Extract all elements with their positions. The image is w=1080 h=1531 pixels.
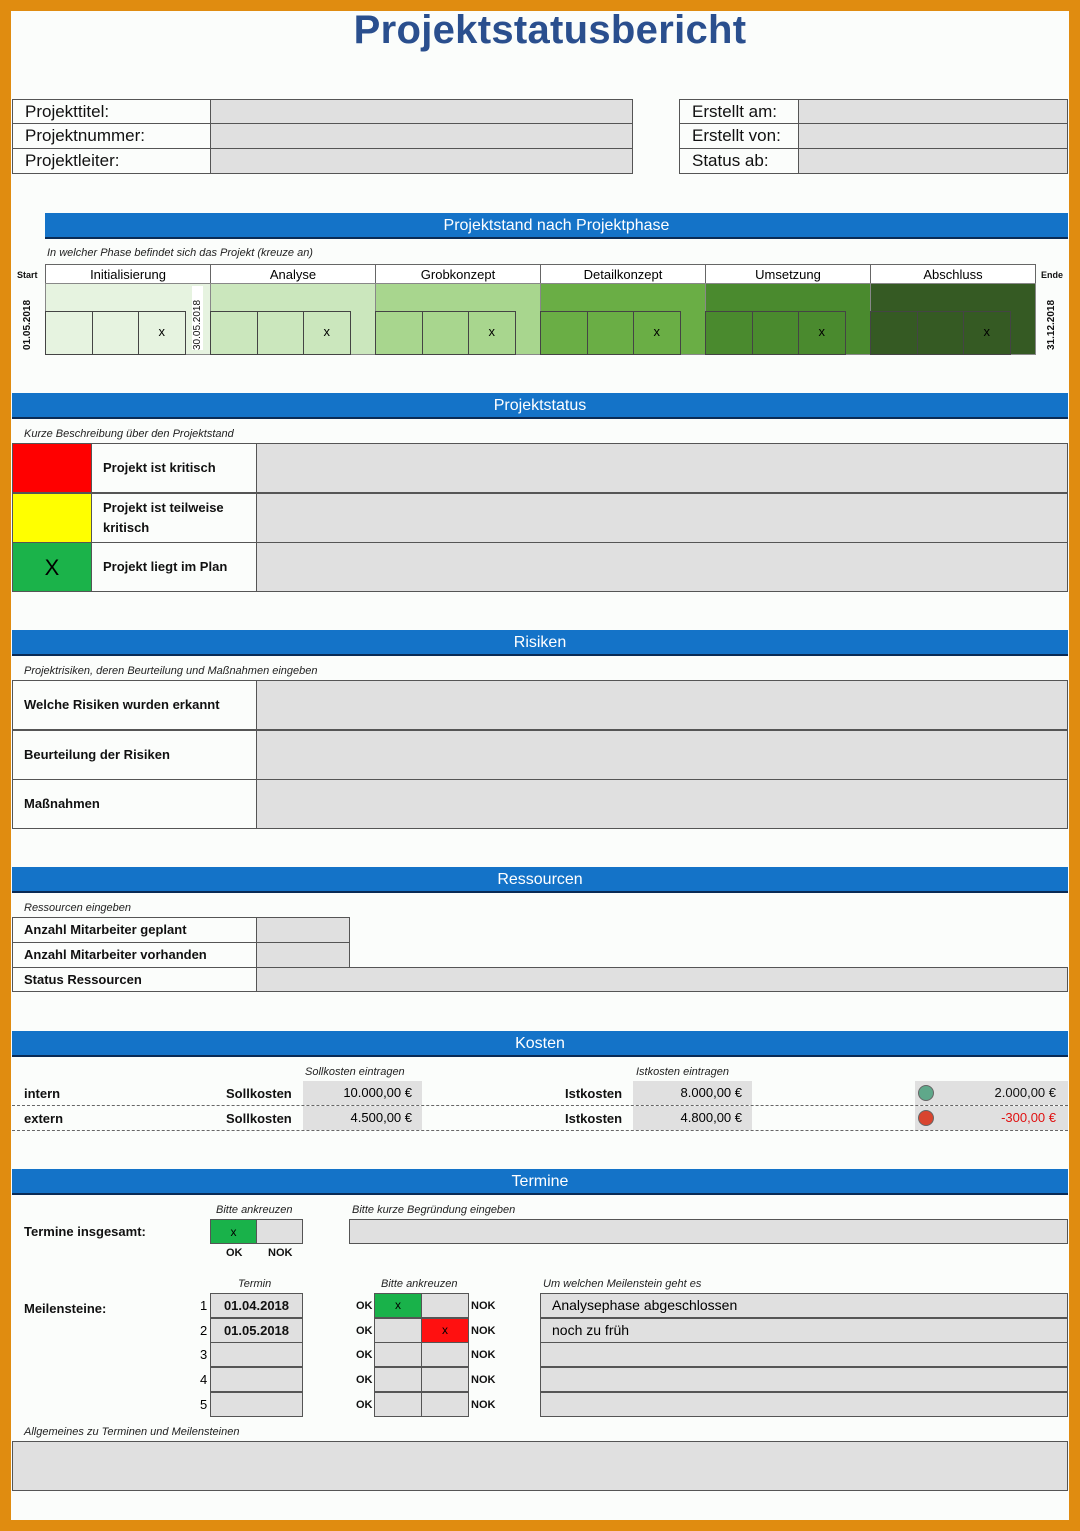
cost-row-divider-2	[12, 1130, 1068, 1131]
soll-value-intern[interactable]: 10.000,00 €	[303, 1081, 422, 1105]
soll-value-extern[interactable]: 4.500,00 €	[303, 1106, 422, 1130]
header-label-projektnummer: Projektnummer:	[12, 123, 211, 149]
phase-4-checkbox-1[interactable]	[540, 311, 588, 355]
overall-check-note: Bitte ankreuzen	[216, 1204, 293, 1216]
phase-start-date: 01.05.2018	[22, 299, 33, 350]
status-section-header: Projektstatus	[12, 393, 1068, 419]
milestone-ok-checkbox-2[interactable]	[374, 1318, 422, 1343]
phase-3-checkbox-3[interactable]: x	[468, 311, 516, 355]
overall-nok-checkbox[interactable]	[256, 1219, 303, 1244]
resource-vorhanden-field[interactable]	[256, 942, 350, 968]
milestone-nok-checkbox-1[interactable]	[421, 1293, 469, 1318]
soll-label-intern: Sollkosten	[226, 1086, 292, 1101]
phase-end-label: Ende	[1041, 270, 1064, 280]
risk-label-1: Welche Risiken wurden erkannt	[12, 680, 257, 730]
phase-6-checkbox-1[interactable]	[870, 311, 918, 355]
milestone-nok-label-5: NOK	[471, 1398, 496, 1411]
costs-section-header: Kosten	[12, 1031, 1068, 1057]
phase-3-checkbox-2[interactable]	[422, 311, 470, 355]
header-label-projektleiter: Projektleiter:	[12, 148, 211, 174]
milestone-date-1[interactable]: 01.04.2018	[210, 1293, 303, 1318]
status-label-3: Projekt liegt im Plan	[91, 542, 257, 592]
milestone-number-1: 1	[200, 1298, 208, 1313]
status-dot-icon-extern	[918, 1110, 934, 1126]
ist-value-extern[interactable]: 4.800,00 €	[633, 1106, 752, 1130]
risk-field-3[interactable]	[256, 779, 1068, 829]
status-dot-icon-intern	[918, 1085, 934, 1101]
general-note: Allgemeines zu Terminen und Meilensteinen	[24, 1426, 240, 1438]
phase-5-checkbox-2[interactable]	[752, 311, 800, 355]
milestone-date-5[interactable]	[210, 1392, 303, 1417]
header-label-projekttitel: Projekttitel:	[12, 99, 211, 124]
phase-2-checkbox-3[interactable]: x	[303, 311, 351, 355]
overall-nok-label: NOK	[268, 1247, 293, 1259]
overall-label: Termine insgesamt:	[24, 1224, 146, 1239]
phase-6-checkbox-2[interactable]	[917, 311, 965, 355]
milestone-ok-label-4: OK	[356, 1374, 373, 1387]
phase-5-checkbox-3[interactable]: x	[798, 311, 846, 355]
status-description-3[interactable]	[256, 542, 1068, 592]
risks-section-header: Risiken	[12, 630, 1068, 656]
milestone-ok-label-2: OK	[356, 1324, 373, 1337]
soll-note: Sollkosten eintragen	[305, 1066, 405, 1078]
cost-row-divider-1	[12, 1105, 1068, 1106]
phase-mid-date: 30.05.2018	[192, 286, 203, 350]
projektleiter-field[interactable]	[210, 148, 633, 174]
phase-header-3: Grobkonzept	[375, 264, 541, 284]
status-description-2[interactable]	[256, 493, 1068, 543]
soll-label-extern: Sollkosten	[226, 1111, 292, 1126]
phase-5-checkbox-1[interactable]	[705, 311, 753, 355]
milestone-number-4: 4	[200, 1372, 208, 1388]
resources-section-header: Ressourcen	[12, 867, 1068, 893]
ist-label-intern: Istkosten	[565, 1086, 623, 1101]
status-description-1[interactable]	[256, 443, 1068, 493]
risk-field-1[interactable]	[256, 680, 1068, 730]
phase-header-1: Initialisierung	[45, 264, 211, 284]
projektnummer-field[interactable]	[210, 123, 633, 149]
cost-type-extern: extern	[24, 1111, 64, 1126]
milestone-date-4[interactable]	[210, 1367, 303, 1392]
risk-label-2: Beurteilung der Risiken	[12, 730, 257, 780]
phase-1-checkbox-3[interactable]: x	[138, 311, 186, 355]
milestone-number-3: 3	[200, 1347, 208, 1363]
status-indicator-3[interactable]: X	[12, 542, 92, 592]
status-ab-field[interactable]	[798, 148, 1068, 174]
status-indicator-1[interactable]	[12, 443, 92, 493]
milestone-nok-checkbox-5[interactable]	[421, 1392, 469, 1417]
dates-section-header: Termine	[12, 1169, 1068, 1195]
milestones-label: Meilensteine:	[24, 1301, 107, 1316]
termin-note: Termin	[238, 1278, 272, 1290]
resource-label-geplant: Anzahl Mitarbeiter geplant	[12, 917, 257, 943]
milestone-nok-label-3: NOK	[471, 1349, 496, 1362]
overall-reason-field[interactable]	[349, 1219, 1068, 1244]
milestone-ok-checkbox-1[interactable]: x	[374, 1293, 422, 1318]
status-label-2: Projekt ist teilweise kritisch	[91, 493, 257, 543]
projekttitel-field[interactable]	[210, 99, 633, 124]
resource-status-field[interactable]	[256, 967, 1068, 992]
erstellt-am-field[interactable]	[798, 99, 1068, 124]
phase-note: In welcher Phase befindet sich das Projekt (kreuze an)	[47, 247, 313, 259]
milestone-which-note: Um welchen Meilenstein geht es	[543, 1278, 702, 1290]
overall-ok-checkbox[interactable]: x	[210, 1219, 257, 1244]
phase-header-2: Analyse	[210, 264, 376, 284]
risks-note: Projektrisiken, deren Beurteilung und Maßnahmen eingeben	[24, 665, 318, 677]
ist-note: Istkosten eintragen	[636, 1066, 729, 1078]
risk-label-3: Maßnahmen	[12, 779, 257, 829]
milestone-nok-label-2: NOK	[471, 1324, 496, 1337]
phase-end-date: 31.12.2018	[1046, 299, 1057, 350]
milestone-description-3[interactable]	[540, 1342, 1068, 1367]
phase-2-checkbox-1[interactable]	[210, 311, 258, 355]
page-title: Projektstatusbericht	[353, 8, 747, 52]
phase-1-checkbox-1[interactable]	[45, 311, 93, 355]
phase-section-header: Projektstand nach Projektphase	[45, 213, 1068, 239]
risk-field-2[interactable]	[256, 730, 1068, 780]
overall-ok-label: OK	[226, 1247, 243, 1259]
erstellt-von-field[interactable]	[798, 123, 1068, 149]
milestone-description-1[interactable]: Analysephase abgeschlossen	[540, 1293, 1068, 1318]
milestone-number-2: 2	[200, 1322, 208, 1338]
resource-geplant-field[interactable]	[256, 917, 350, 943]
milestone-number-5: 5	[200, 1396, 208, 1412]
milestone-description-5[interactable]	[540, 1392, 1068, 1417]
phase-4-checkbox-2[interactable]	[587, 311, 635, 355]
cost-type-intern: intern	[24, 1086, 61, 1101]
phase-header-4: Detailkonzept	[540, 264, 706, 284]
milestone-nok-label-1: NOK	[471, 1300, 496, 1312]
ist-label-extern: Istkosten	[565, 1111, 623, 1126]
milestone-date-2[interactable]: 01.05.2018	[210, 1318, 303, 1343]
milestone-check-note: Bitte ankreuzen	[381, 1278, 458, 1290]
milestone-ok-label-3: OK	[356, 1349, 373, 1362]
phase-start-label: Start	[17, 270, 38, 280]
phase-1-checkbox-2[interactable]	[92, 311, 140, 355]
milestone-nok-checkbox-4[interactable]	[421, 1367, 469, 1392]
phase-2-checkbox-2[interactable]	[257, 311, 305, 355]
milestone-description-4[interactable]	[540, 1367, 1068, 1392]
milestone-ok-checkbox-3[interactable]	[374, 1342, 422, 1367]
milestone-ok-label-1: OK	[356, 1300, 373, 1312]
milestone-nok-checkbox-3[interactable]	[421, 1342, 469, 1367]
phase-3-checkbox-1[interactable]	[375, 311, 423, 355]
phase-6-checkbox-3[interactable]: x	[963, 311, 1011, 355]
status-indicator-2[interactable]	[12, 493, 92, 543]
general-notes-field[interactable]	[12, 1441, 1068, 1491]
header-label-erstellt-von: Erstellt von:	[679, 123, 799, 149]
milestone-description-2[interactable]: noch zu früh	[540, 1318, 1068, 1343]
status-note: Kurze Beschreibung über den Projektstand	[24, 428, 234, 440]
phase-4-checkbox-3[interactable]: x	[633, 311, 681, 355]
milestone-nok-checkbox-2[interactable]: x	[421, 1318, 469, 1343]
phase-header-5: Umsetzung	[705, 264, 871, 284]
ist-value-intern[interactable]: 8.000,00 €	[633, 1081, 752, 1105]
header-label-status-ab: Status ab:	[679, 148, 799, 174]
resources-note: Ressourcen eingeben	[24, 902, 132, 914]
milestone-nok-label-4: NOK	[471, 1374, 496, 1387]
status-label-1: Projekt ist kritisch	[91, 443, 257, 493]
phase-header-6: Abschluss	[870, 264, 1036, 284]
resource-label-vorhanden: Anzahl Mitarbeiter vorhanden	[12, 942, 257, 968]
milestone-date-3[interactable]	[210, 1342, 303, 1367]
milestone-ok-checkbox-5[interactable]	[374, 1392, 422, 1417]
diff-value-extern: -300,00 €	[1001, 1110, 1056, 1125]
reason-note: Bitte kurze Begründung eingeben	[352, 1204, 516, 1216]
milestone-ok-label-5: OK	[356, 1398, 373, 1411]
diff-value-intern: 2.000,00 €	[994, 1085, 1056, 1100]
resource-label-status: Status Ressourcen	[12, 967, 257, 992]
header-label-erstellt-am: Erstellt am:	[679, 99, 799, 124]
milestone-ok-checkbox-4[interactable]	[374, 1367, 422, 1392]
